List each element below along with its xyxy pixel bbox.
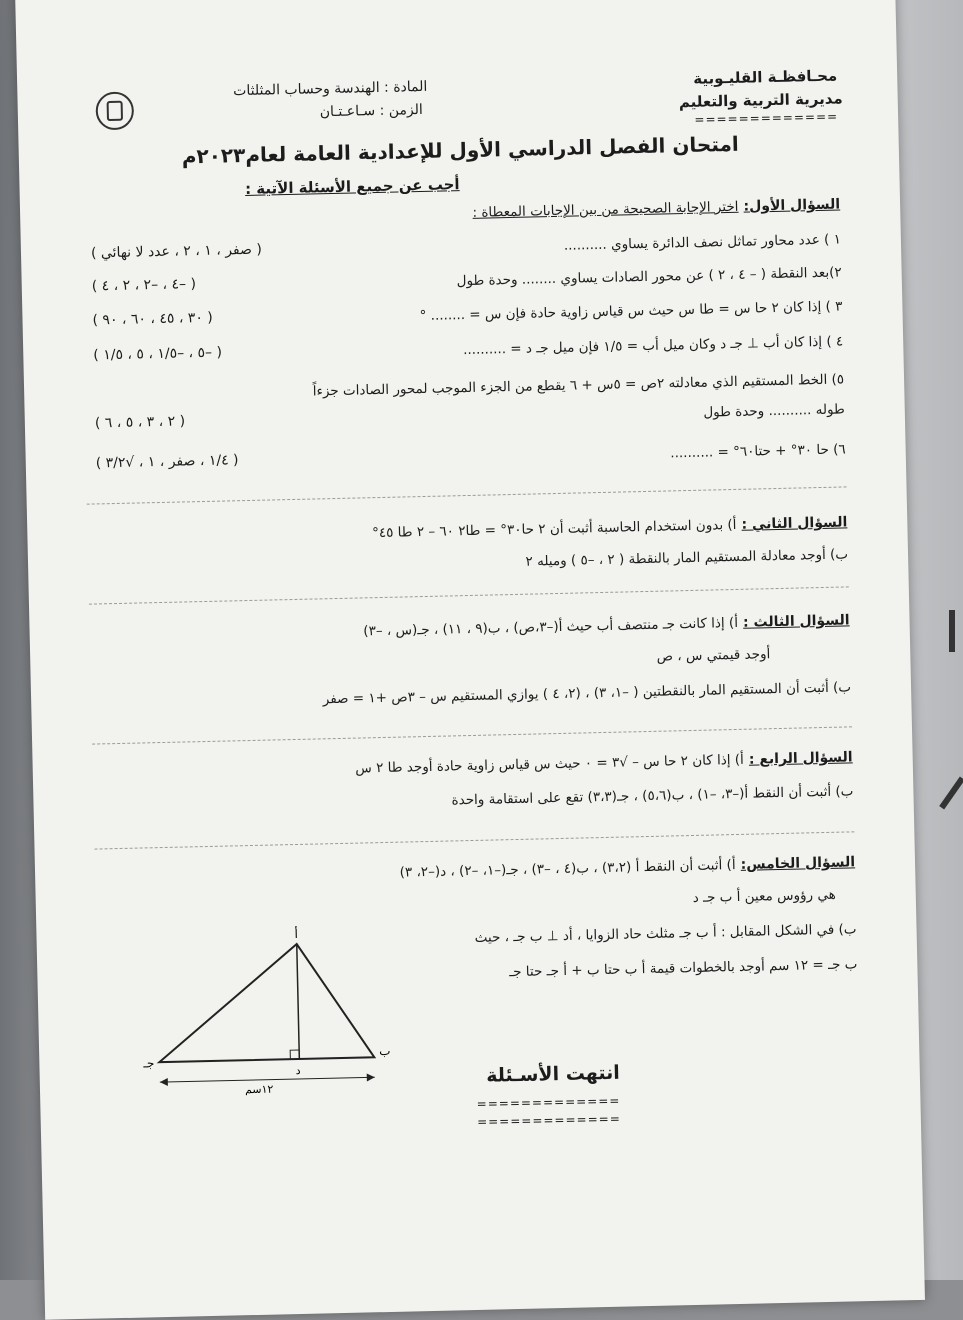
footer-separator: ============= — [476, 1111, 621, 1129]
section-divider — [87, 486, 847, 504]
header-separator: ============= — [694, 109, 839, 127]
q5-part-a-cont: هي رؤوس معين أ ب جـ د — [692, 886, 836, 907]
triangle-abc — [157, 942, 375, 1062]
section-divider — [92, 726, 852, 744]
right-angle-icon — [290, 1050, 299, 1059]
q4-part-a: أ) إذا كان ٢ حا س – √٣ = ٠ حيث س قياس زاوية حادة أوجد طا ٢ س — [355, 751, 744, 777]
mark — [949, 610, 955, 652]
altitude-ad — [297, 944, 300, 1059]
q5-part-a: أ) أثبت أن النقط أ (٣،٢) ، ب(٤ ، –٣) ، جـ(–١، –٢) ، د(–٢، ٣) — [399, 857, 736, 881]
q2-header — [372, 511, 848, 541]
q1-item-5: ٥) الخط المستقيم الذي معادلته ٢ص = ٥س + ٦ يقطع من الجزء الموجب لمحور الصادات جزءاً — [312, 371, 845, 400]
exam-time: الزمن : سـاعـتـان — [319, 101, 424, 121]
exam-title: امتحان الفصل الدراسي الأول للإعدادية العامة لعام٢٠٢٣م — [181, 131, 739, 169]
vertex-label-c: جـ — [143, 1056, 155, 1071]
section-divider — [89, 586, 849, 604]
q1-item-4: ٤ ) إذا كان أب ⊥ جـ د وكان ميل أب = ١/٥ فإن ميل جـ د = .......... — [462, 333, 844, 359]
section-divider — [95, 831, 855, 849]
q1-heading: السؤال الأول: — [743, 196, 841, 215]
ministry-seal-icon — [95, 91, 134, 130]
subject: المادة : الهندسة وحساب المثلثات — [233, 78, 428, 100]
exam-paper — [15, 0, 925, 1320]
q3-part-b: ب) أثبت أن المستقيم المار بالنقطتين ( –١، ٣) ، (٢، ٤ ) يوازي المستقيم س – ٣ص +١ = صفر — [322, 679, 852, 708]
q1-options-1: ( صفر ، ١ ، ٢ ، عدد لا نهائي ) — [90, 241, 263, 262]
q1-options-4: ( –٥ ، –١/٥ ، ٥ ، ١/٥ ) — [93, 344, 223, 364]
q1-options-5: ( ٢ ، ٣ ، ٥ ، ٦ ) — [94, 413, 186, 432]
arrow-right-icon — [367, 1073, 375, 1081]
triangle-figure — [136, 922, 400, 1098]
q1-options-2: ( –٤ ، –٢ ، ٢ ، ٤ ) — [91, 276, 197, 295]
vertex-label-a: أ — [294, 926, 299, 942]
vertex-label-b: ب — [379, 1043, 391, 1059]
governorate: محـافظـة القليـوبية — [693, 66, 838, 88]
q5-part-b: ب) في الشكل المقابل : أ ب جـ مثلث حاد الزوايا ، أد ⊥ ب جـ ، حيث — [474, 921, 857, 946]
q2-heading: السؤال الثاني : — [741, 514, 848, 533]
q4-header — [355, 746, 853, 776]
footer-separator: ============= — [476, 1093, 621, 1111]
base-length-label: ١٢سم — [244, 1082, 274, 1097]
q4-heading: السؤال الرابع : — [748, 749, 853, 768]
q1-options-3: ( ٣٠ ، ٤٥ ، ٦٠ ، ٩٠ ) — [92, 309, 213, 329]
q3-header — [363, 609, 850, 639]
q3-part-a: أ) إذا كانت جـ منتصف أب حيث أ(–٣،ص) ، ب(٩ ، ١١) ، جـ(س ، –٣) — [363, 614, 739, 640]
q1-header — [472, 193, 840, 220]
directorate: مديرية التربية والتعليم — [678, 89, 843, 112]
q3-part-a-cont: أوجد قيمتي س ، ص — [656, 646, 771, 665]
vertex-label-d: د — [295, 1063, 301, 1078]
arrow-left-icon — [160, 1078, 168, 1086]
q5-header — [399, 851, 855, 880]
q1-item-5-cont: طوله .......... وحدة طول — [703, 401, 845, 421]
instruction: أجب عن جميع الأسئلة الآتية : — [244, 175, 460, 198]
q1-item-6: ٦) حا ٣٠° + حتا٦٠° = .......... — [670, 441, 846, 462]
end-of-questions: انتهت الأسـئلة — [485, 1061, 620, 1087]
q1-options-6: ( ١/٤ ، صفر ، ١ ، √٣/٢ ) — [95, 452, 239, 472]
q1-item-3: ٣ ) إذا كان ٢ حا س = طا س حيث س قياس زاوية حادة فإن س = ........ ° — [419, 298, 843, 325]
q5-part-b-cont: ب جـ = ١٢ سم أوجد بالخطوات قيمة أ ب حتا ب + أ جـ حتا جـ — [509, 956, 858, 981]
q3-heading: السؤال الثالث : — [742, 612, 850, 631]
q1-item-2: ٢)بعد النقطة ( – ٤ ، ٢ ) عن محور الصادات يساوي ........ وحدة طول — [456, 264, 842, 290]
dimension-line — [160, 1077, 375, 1082]
q4-part-b: ب) أثبت أن النقط أ(–٣، –١) ، ب(٥،٦) ، جـ(٣،٣) تقع على استقامة واحدة — [451, 783, 854, 809]
q2-part-a: أ) بدون استخدام الحاسبة أثبت أن ٢ حا٣٠° = طا٢ ٦٠ – ٢ طا ٤٥° — [371, 516, 737, 542]
q1-prompt: اختر الإجابة الصحيحة من بين الإجابات المعطاة : — [472, 198, 739, 221]
q1-item-1: ١ ) عدد محاور تماثل نصف الدائرة يساوي .......... — [563, 231, 842, 254]
q5-heading: السؤال الخامس: — [740, 854, 856, 873]
q2-part-b: ب) أوجد معادلة المستقيم المار بالنقطة ( ٢ ، –٥ ) وميله ٢ — [525, 546, 849, 570]
